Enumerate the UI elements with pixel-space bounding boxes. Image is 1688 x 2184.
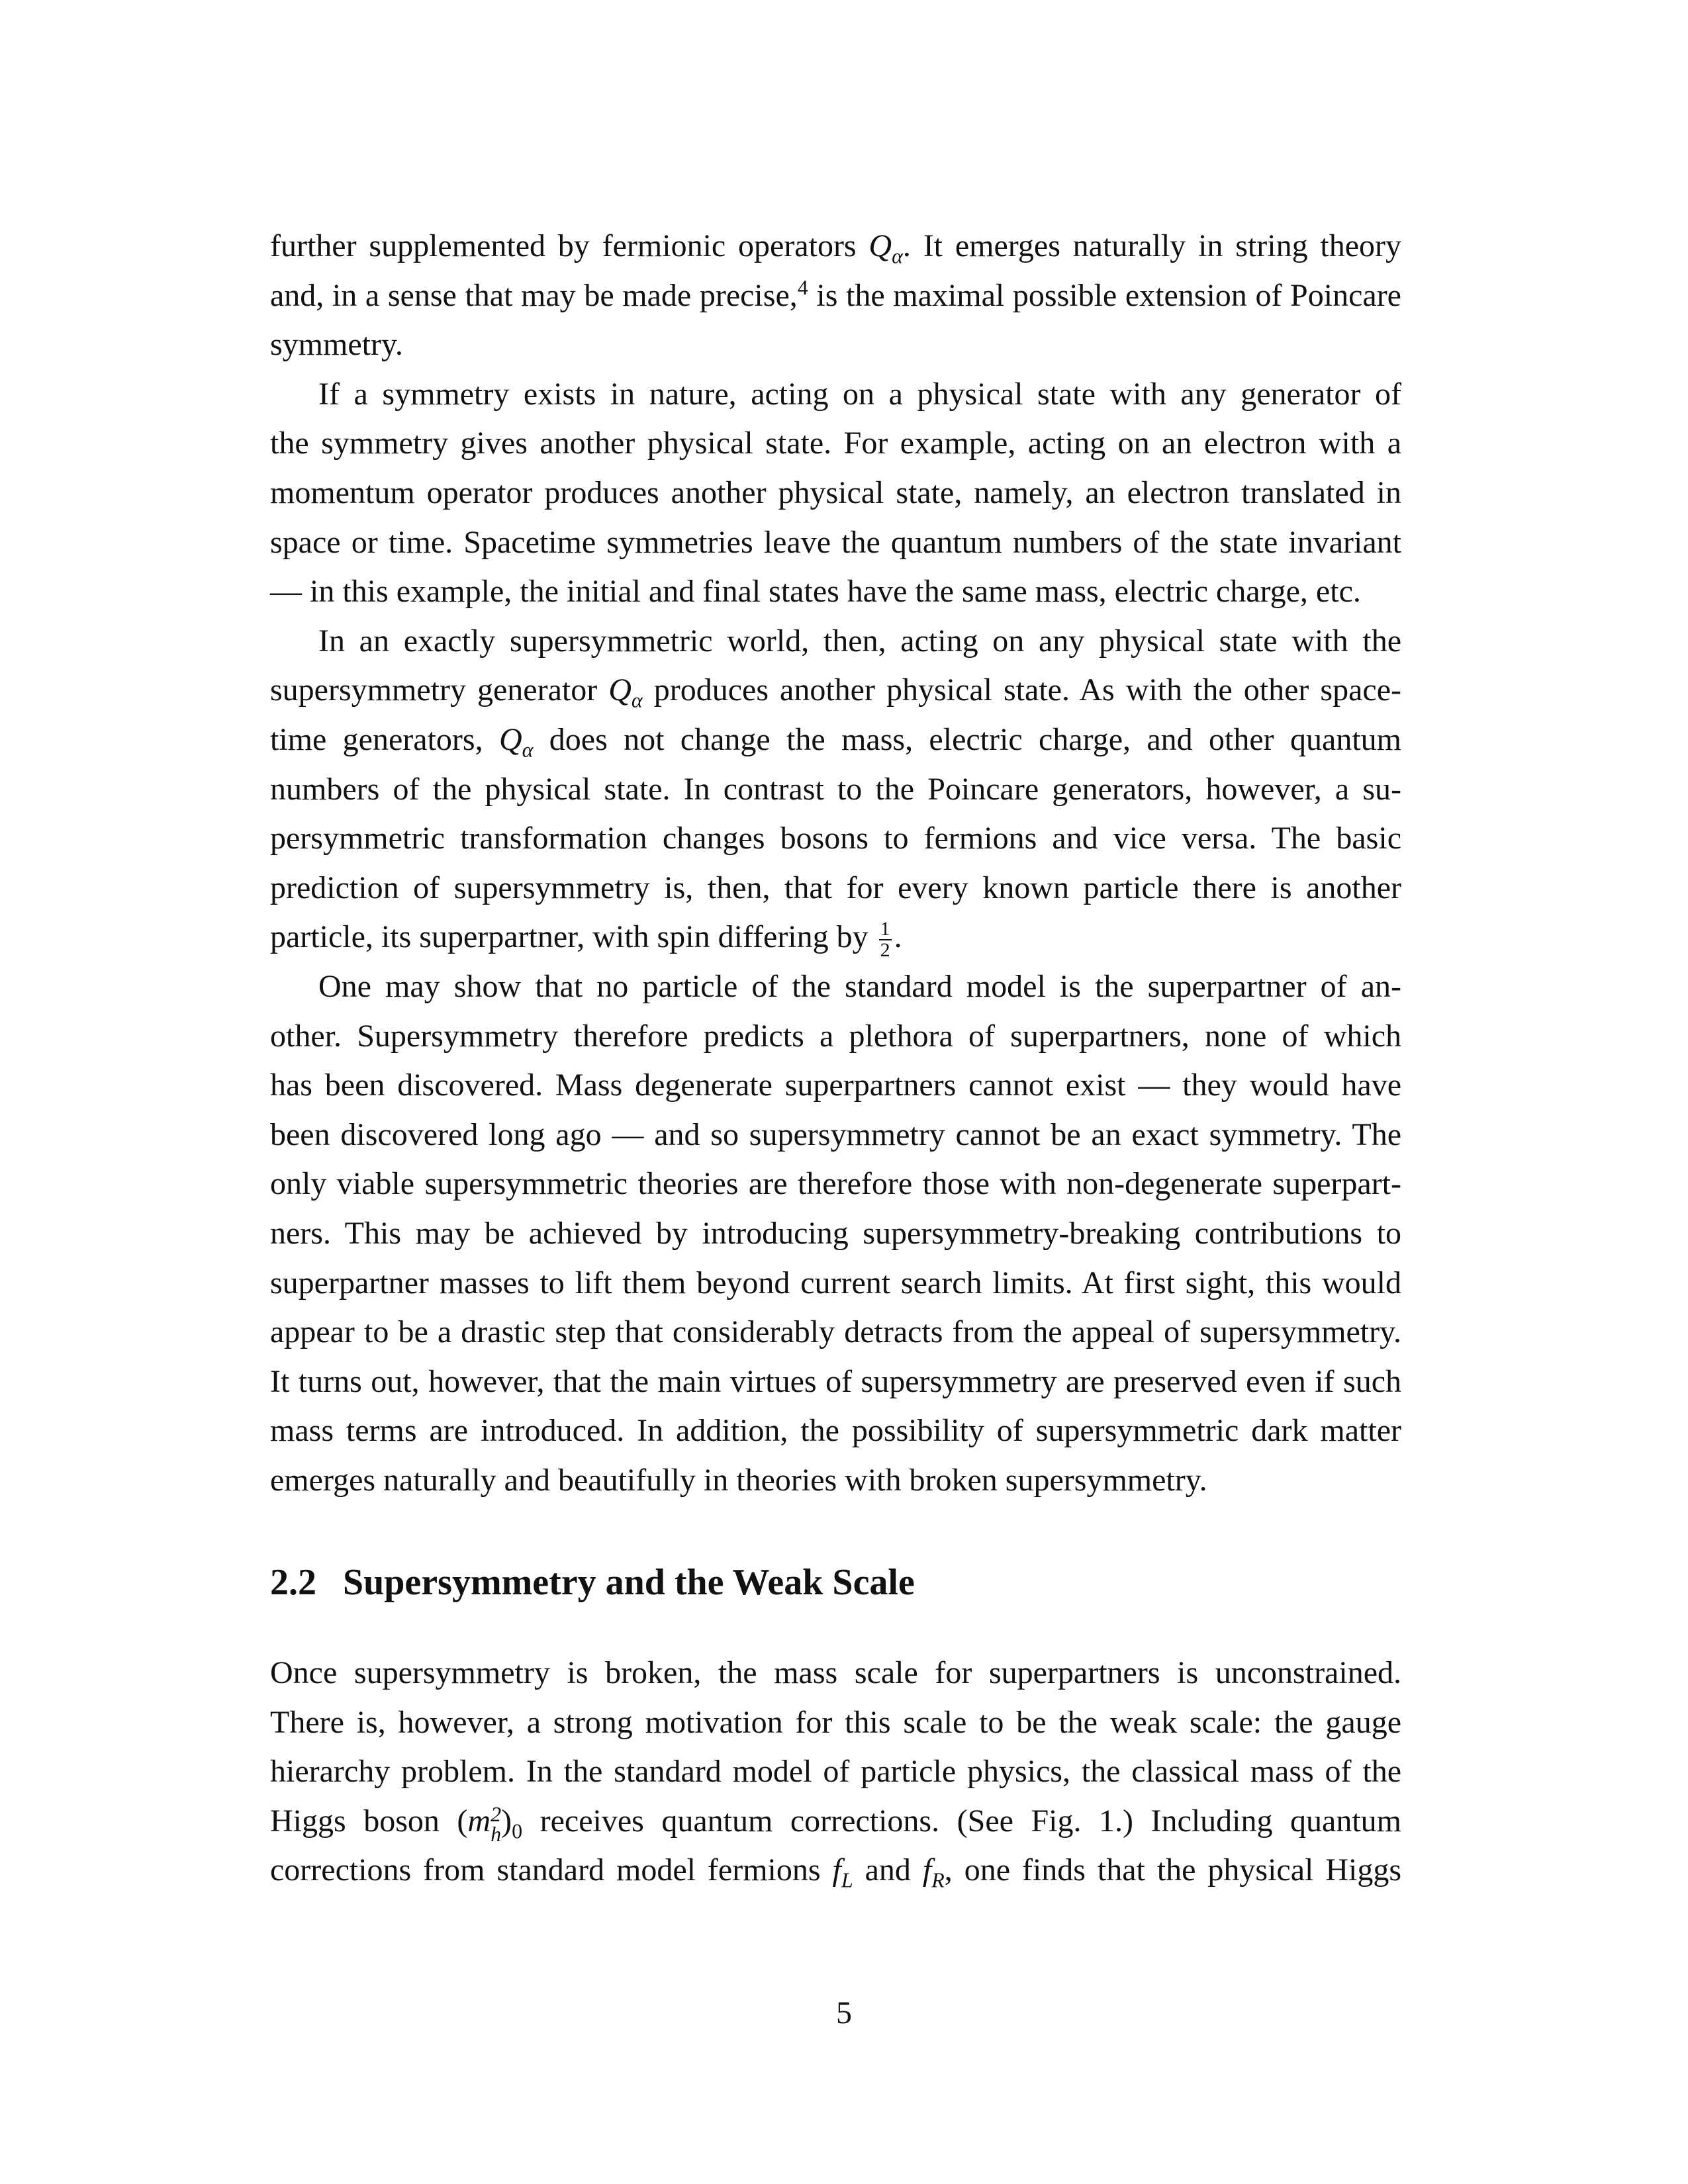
section-title: Supersymmetry and the Weak Scale bbox=[343, 1562, 915, 1603]
text-run: corrections from standard model fermions bbox=[270, 1852, 833, 1888]
text-line bbox=[270, 468, 1401, 518]
math-symbol bbox=[498, 722, 534, 762]
fraction bbox=[879, 919, 892, 960]
text-run: prediction of supersymmetry is, then, that for every known particle there is another bbox=[270, 870, 1401, 905]
text-line bbox=[270, 912, 1401, 962]
math-subscript: h bbox=[491, 1821, 502, 1846]
text-run: space or time. Spacetime symmetries leave the quantum numbers of the state invariant bbox=[270, 524, 1401, 560]
text-line bbox=[270, 1357, 1401, 1406]
text-run: appear to be a drastic step that considerably detracts from the appeal of supersymmetry. bbox=[270, 1314, 1401, 1350]
text-run: numbers of the physical state. In contrast to the Poincare generators, however, a su- bbox=[270, 771, 1401, 807]
text-run: does not change the mass, electric charge, and other quantum bbox=[533, 722, 1401, 757]
text-run: and, in a sense that may be made precise, bbox=[270, 277, 798, 313]
text-line bbox=[270, 1208, 1401, 1258]
text-run: There is, however, a strong motivation for this scale to be the weak scale: the gauge bbox=[270, 1704, 1401, 1740]
text-run: receives quantum corrections. (See Fig. 1.) Including quantum bbox=[522, 1803, 1402, 1839]
text-run: symmetry. bbox=[270, 327, 403, 363]
text-run: the symmetry gives another physical state. For example, acting on an electron with a bbox=[270, 426, 1401, 461]
math-variable: m bbox=[467, 1803, 491, 1839]
text-run: In an exactly supersymmetric world, then, acting on any physical state with the bbox=[318, 623, 1401, 659]
text-line bbox=[270, 518, 1401, 567]
text-line bbox=[270, 1455, 1401, 1505]
text-run: persymmetric transformation changes bosons to fermions and vice versa. The basic bbox=[270, 821, 1401, 856]
text-line bbox=[270, 1159, 1401, 1208]
math-scripts bbox=[491, 1801, 502, 1846]
text-line bbox=[270, 1845, 1401, 1895]
text-run: been discovered long ago — and so supersymmetry cannot be an exact symmetry. The bbox=[270, 1116, 1401, 1152]
text-run: emerges naturally and beautifully in theories with broken supersymmetry. bbox=[270, 1463, 1207, 1498]
math-subscript: α bbox=[892, 244, 903, 268]
math-variable: f bbox=[832, 1852, 841, 1888]
text-run: is the maximal possible extension of Poincare bbox=[808, 277, 1401, 313]
text-line bbox=[270, 1698, 1401, 1747]
section-heading bbox=[270, 1558, 915, 1608]
math-variable: Q bbox=[498, 722, 522, 757]
text-run: supersymmetry generator bbox=[270, 672, 609, 708]
text-run: ners. This may be achieved by introducing supersymmetry-breaking contributions to bbox=[270, 1216, 1401, 1251]
text-run: only viable supersymmetric theories are therefore those with non-degenerate superpart- bbox=[270, 1166, 1401, 1202]
text-line bbox=[270, 1011, 1401, 1061]
text-run: One may show that no particle of the standard model is the superpartner of an- bbox=[318, 969, 1401, 1004]
math-symbol bbox=[868, 228, 903, 268]
text-line bbox=[270, 1110, 1401, 1160]
text-run: hierarchy problem. In the standard model of particle physics, the classical mass of the bbox=[270, 1754, 1401, 1790]
math-subscript: α bbox=[631, 688, 643, 712]
math-subscript: R bbox=[931, 1868, 945, 1892]
text-line bbox=[270, 1307, 1401, 1357]
text-run: It turns out, however, that the main virtues of supersymmetry are preserved even if such bbox=[270, 1363, 1401, 1399]
section-number: 2.2 bbox=[270, 1562, 316, 1603]
text-line bbox=[270, 1406, 1401, 1455]
text-line bbox=[270, 813, 1401, 863]
fraction-denominator: 2 bbox=[880, 939, 890, 962]
text-line bbox=[270, 1747, 1401, 1796]
text-run: . It emerges naturally in string theory bbox=[902, 228, 1402, 263]
footnote-marker: 4 bbox=[797, 275, 808, 299]
text-line bbox=[270, 1258, 1401, 1308]
text-line bbox=[318, 369, 1401, 419]
text-run: , one finds that the physical Higgs bbox=[944, 1852, 1402, 1888]
text-line bbox=[270, 715, 1401, 764]
text-run: ) bbox=[501, 1803, 512, 1839]
text-run: momentum operator produces another physical state, namely, an electron translated in bbox=[270, 475, 1401, 510]
text-line bbox=[270, 320, 1401, 369]
fraction-numerator: 1 bbox=[880, 918, 890, 940]
text-line bbox=[270, 665, 1401, 715]
text-run: produces another physical state. As with the other space- bbox=[642, 672, 1401, 708]
text-line bbox=[270, 1796, 1401, 1846]
text-run: time generators, bbox=[270, 722, 499, 757]
math-symbol bbox=[608, 672, 643, 712]
text-run: other. Supersymmetry therefore predicts a plethora of superpartners, none of which bbox=[270, 1018, 1401, 1054]
math-subscript: α bbox=[522, 737, 534, 762]
text-line bbox=[318, 616, 1401, 666]
math-variable: Q bbox=[868, 228, 892, 263]
text-run: Higgs boson ( bbox=[270, 1803, 468, 1839]
text-run: and bbox=[853, 1852, 923, 1888]
math-variable: f bbox=[922, 1852, 932, 1888]
math-superscript: 2 bbox=[491, 1801, 502, 1826]
text-run: . bbox=[894, 919, 902, 955]
text-line bbox=[270, 863, 1401, 913]
text-run: superpartner masses to lift them beyond current search limits. At first sight, this would bbox=[270, 1265, 1401, 1300]
math-symbol bbox=[832, 1852, 853, 1892]
text-run: particle, its superpartner, with spin differing by bbox=[270, 919, 876, 955]
math-variable: Q bbox=[608, 672, 632, 708]
text-line bbox=[318, 962, 1401, 1011]
math-subscript: L bbox=[841, 1868, 853, 1892]
text-run: has been discovered. Mass degenerate superpartners cannot exist — they would have bbox=[270, 1068, 1401, 1103]
page-number: 5 bbox=[836, 1995, 852, 2030]
text-line bbox=[270, 418, 1401, 468]
text-line bbox=[270, 1060, 1401, 1110]
text-run: Once supersymmetry is broken, the mass scale for superpartners is unconstrained. bbox=[270, 1655, 1401, 1690]
text-run: further supplemented by fermionic operators bbox=[270, 228, 869, 263]
subscript: 0 bbox=[512, 1819, 523, 1843]
text-line bbox=[270, 764, 1401, 814]
math-symbol bbox=[467, 1801, 502, 1846]
text-line bbox=[270, 271, 1401, 320]
text-run: — in this example, the initial and final states have the same mass, electric charge, etc. bbox=[270, 574, 1361, 610]
text-line bbox=[270, 567, 1401, 616]
text-run: If a symmetry exists in nature, acting on a physical state with any generator of bbox=[318, 376, 1401, 412]
text-run: mass terms are introduced. In addition, the possibility of supersymmetric dark matter bbox=[270, 1413, 1401, 1449]
math-symbol bbox=[922, 1852, 945, 1892]
text-line bbox=[270, 1648, 1401, 1698]
text-line bbox=[270, 221, 1401, 271]
